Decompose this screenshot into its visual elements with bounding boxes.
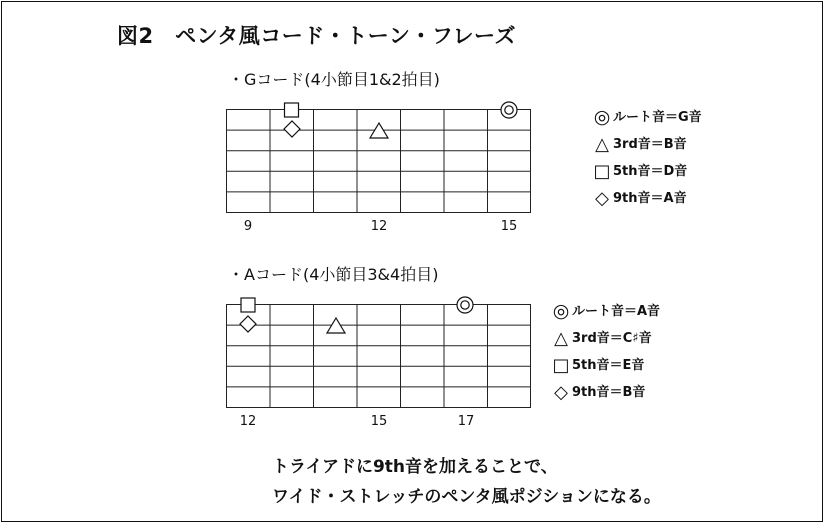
legend-text: 5th音＝D音 — [613, 164, 688, 179]
a-ninth-diamond-marker — [240, 316, 256, 332]
a-fret-label: 12 — [239, 414, 257, 429]
g-fret-label: 12 — [370, 219, 388, 234]
legend-text: 9th音＝A音 — [613, 191, 687, 206]
a-fret-label: 15 — [370, 414, 388, 429]
g-fret-label: 9 — [243, 219, 253, 234]
legend-item — [551, 298, 660, 325]
a-fifth-square-marker — [241, 298, 255, 312]
diamond-icon: ◇ — [595, 188, 609, 209]
caption-line-2: ワイド・ストレッチのペンタ風ポジションになる。 — [272, 487, 661, 507]
a-fretboard-outline — [227, 305, 531, 408]
double-circle-icon: ◎ — [593, 106, 611, 128]
legend-text: 9th音＝B音 — [572, 385, 646, 400]
legend-text: 3rd音＝B音 — [613, 137, 687, 152]
g-fret-label: 15 — [500, 219, 518, 234]
a-chord-heading: ・Aコード(4小節目3&4拍目) — [228, 265, 439, 284]
legend-text: 5th音＝E音 — [572, 358, 645, 373]
square-icon: □ — [552, 355, 570, 376]
diamond-icon: ◇ — [554, 382, 568, 403]
legend-text: ルート音＝A音 — [572, 304, 661, 319]
double-circle-icon: ◎ — [552, 300, 570, 322]
legend-text: 3rd音＝C♯音 — [572, 331, 652, 346]
a-fret-label: 17 — [457, 414, 475, 429]
a-root-inner-circle — [461, 301, 469, 309]
a-legend — [551, 298, 660, 406]
triangle-icon: △ — [554, 328, 568, 349]
caption-line-1: トライアドに9th音を加えることで、 — [272, 457, 558, 477]
legend-text: ルート音＝G音 — [613, 110, 702, 125]
triangle-icon: △ — [595, 134, 609, 155]
figure-title: 図2 ペンタ風コード・トーン・フレーズ — [117, 24, 516, 48]
square-icon: □ — [593, 161, 611, 182]
g-chord-heading: ・Gコード(4小節目1&2拍目) — [228, 70, 440, 89]
legend-item — [551, 325, 660, 352]
figure-caption — [272, 452, 661, 512]
legend-item — [551, 352, 660, 379]
legend-item — [551, 379, 660, 406]
